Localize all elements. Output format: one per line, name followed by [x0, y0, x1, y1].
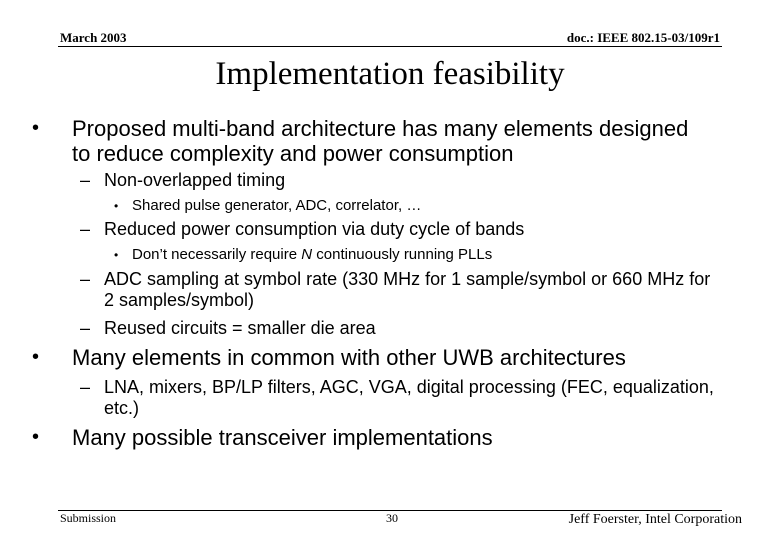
plls-text-pre: Don’t necessarily require: [132, 246, 302, 263]
dash-marker: –: [80, 219, 91, 239]
sub-sub-bullet-shared-pulse: Shared pulse generator, ADC, correlator, …: [132, 197, 422, 214]
dash-marker: –: [80, 170, 91, 190]
sub-bullet-adc-sampling: ADC sampling at symbol rate (330 MHz for 1 sample/symbol or 660 MHz for 2 samples/symbol): [104, 269, 711, 310]
sub-bullet-reduced-power: Reduced power consumption via duty cycle of bands: [104, 219, 525, 239]
dot-marker: •: [114, 199, 119, 213]
bullet-transceiver-implementations: Many possible transceiver implementations: [72, 425, 493, 450]
footer-submission: Submission: [60, 511, 117, 525]
footer-author: Jeff Foerster, Intel Corporation: [568, 512, 742, 527]
sub-bullet-lna-mixers: LNA, mixers, BP/LP filters, AGC, VGA, digital processing (FEC, equalization, etc.): [104, 377, 714, 418]
sub-bullet-reused-circuits: Reused circuits = smaller die area: [104, 318, 376, 338]
bullet-marker: •: [32, 346, 40, 368]
dash-marker: –: [80, 269, 91, 289]
bullet-architecture: Proposed multi-band architecture has many elements designed to reduce complexity and power consumption: [72, 116, 689, 166]
dash-marker: –: [80, 377, 91, 397]
bullet-marker: •: [32, 426, 40, 448]
plls-text-post: continuously running PLLs: [312, 246, 493, 263]
sub-sub-bullet-plls: [132, 246, 732, 264]
plls-text-italic-n: N: [301, 246, 313, 263]
header-date: March 2003: [60, 30, 127, 45]
footer-page-number: 30: [386, 511, 398, 525]
sub-bullet-non-overlapped-timing: Non-overlapped timing: [104, 170, 286, 190]
dash-marker: –: [80, 318, 91, 338]
header-rule: [58, 46, 722, 47]
header-doc-id: doc.: IEEE 802.15-03/109r1: [566, 30, 720, 45]
bullet-marker: •: [32, 117, 40, 139]
bullet-common-elements: Many elements in common with other UWB architectures: [72, 345, 626, 370]
slide-title: Implementation feasibility: [215, 56, 565, 92]
dot-marker: •: [114, 248, 119, 262]
